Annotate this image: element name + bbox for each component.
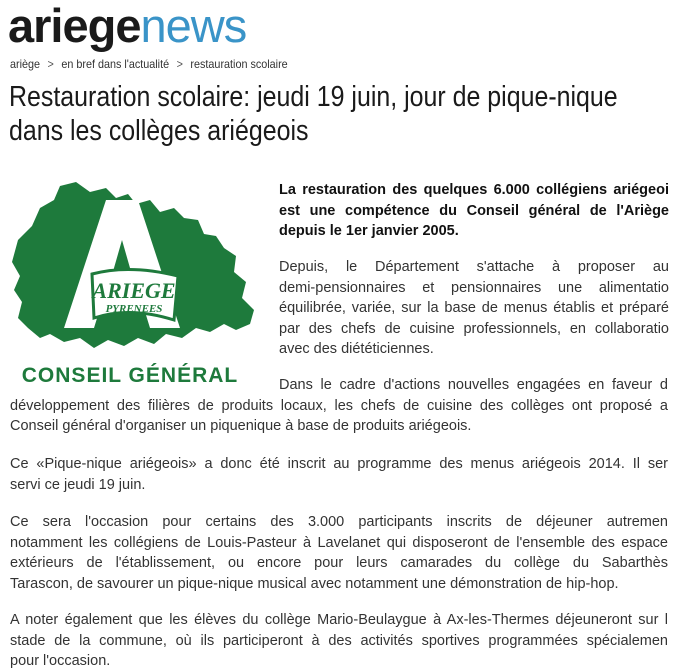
breadcrumb-separator: > — [176, 57, 183, 71]
article-paragraph-2 — [10, 375, 668, 437]
breadcrumb-item-current[interactable]: restauration scolaire — [190, 57, 288, 71]
breadcrumb-separator: > — [47, 57, 54, 71]
breadcrumb-item-en-bref[interactable]: en bref dans l'actualité — [61, 57, 170, 71]
logo-part-ariege: ariege — [8, 0, 141, 52]
paragraph-line: Ce «Pique-nique ariégeois» a donc été inscrit au programme des menus ariégeois 2014. Il ser — [10, 456, 668, 472]
paragraph-line: A noter également que les élèves du collège Mario-Beulaygue à Ax-les-Thermes déjeuneront sur l — [10, 612, 668, 628]
paragraph-line: équilibrée, variée, sur la base de menus établis et préparé — [279, 300, 669, 316]
paragraph-line: pour l'occasion. — [10, 653, 111, 669]
paragraph-line: notamment les collégiens de Louis-Pasteur à Lavelanet qui disposeront de l'ensemble des espace — [10, 534, 668, 551]
paragraph-line: Conseil général d'organiser un piquenique à base de produits ariégeois. — [10, 418, 472, 434]
conseil-general-ariege-logo — [10, 178, 262, 390]
article-title-line2: dans les collèges ariégeois — [9, 115, 309, 147]
article-title — [9, 80, 680, 148]
breadcrumb-item-ariege[interactable]: ariège — [10, 57, 41, 71]
article-paragraph-4 — [10, 512, 668, 594]
paragraph-line: par des chefs de cuisine professionnels, en collaboratio — [279, 320, 669, 337]
paragraph-line: Depuis, le Département s'attache à proposer au — [279, 259, 669, 275]
paragraph-line: avec des diététiciennes. — [279, 341, 434, 357]
paragraph-line: Tarascon, de savourer un pique-nique musical avec notamment une démonstration de hip-hop. — [10, 575, 619, 592]
paragraph-line: servi ce jeudi 19 juin. — [10, 476, 146, 493]
article-lead — [279, 180, 669, 242]
article-title-line1: Restauration scolaire: jeudi 19 juin, jour de pique-nique — [9, 81, 618, 113]
paragraph-line: Ce sera l'occasion pour certains des 3.000 participants inscrits de déjeuner autremen — [10, 514, 668, 530]
paragraph-line: extérieurs de l'établissement, ou encore pour leurs camarades du collège du Sabarthès — [10, 555, 668, 571]
article-paragraph-5 — [10, 610, 668, 672]
paragraph-line: Dans le cadre d'actions nouvelles engagées en faveur d — [279, 377, 668, 393]
lead-line: depuis le 1er janvier 2005. — [279, 223, 459, 239]
logo-caption: CONSEIL GÉNÉRAL — [21, 364, 239, 387]
article-paragraph-3 — [10, 454, 668, 495]
paragraph-line: stade de la commune, où ils participeront à des activités sportives programmées spécialemen — [10, 632, 668, 649]
article-paragraph-1 — [279, 257, 669, 360]
logo-part-news: news — [140, 0, 247, 52]
paragraph-line: demi-pensionnaires et pensionnaires une alimentatio — [279, 279, 669, 296]
breadcrumb — [10, 57, 288, 71]
paragraph-line: développement des filières de produits locaux, les chefs de cuisine des collèges ont proposé a — [10, 397, 668, 414]
lead-line: La restauration des quelques 6.000 collégiens ariégeoi — [279, 182, 669, 198]
banner-line1: ARIEGE — [92, 278, 176, 303]
site-logo[interactable] — [8, 2, 246, 50]
lead-line: est une compétence du Conseil général de l'Ariège — [279, 202, 669, 219]
banner-line2: PYRENEES — [105, 303, 163, 315]
